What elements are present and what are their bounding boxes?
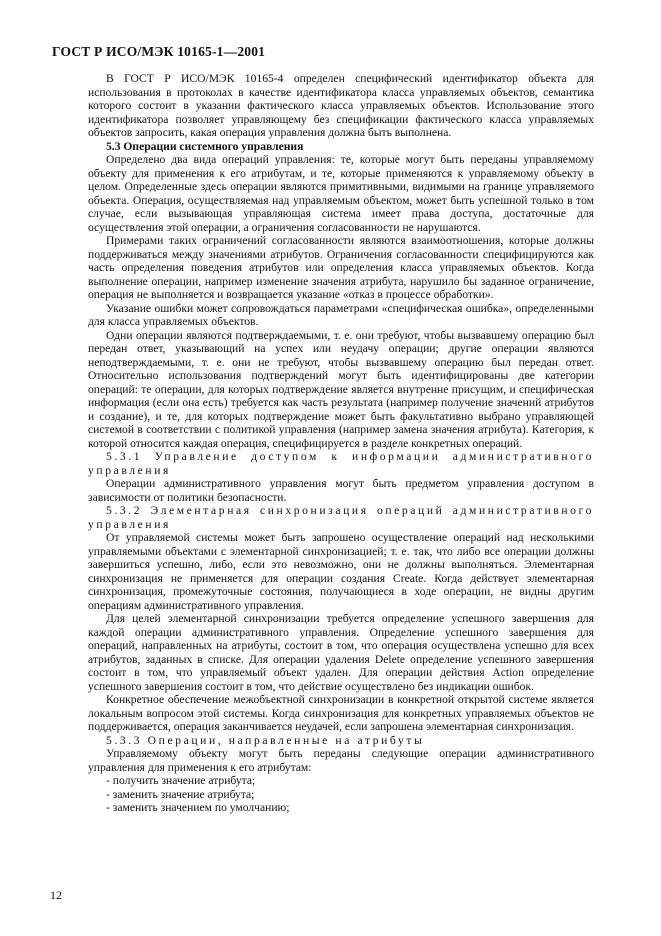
page-number: 12 [50, 888, 62, 902]
subsection-heading-5-3-1: 5.3.1 Управление доступом к информации административного управления [88, 450, 594, 477]
subsection-heading-5-3-3: 5.3.3 Операции, направленные на атрибуты [106, 733, 425, 747]
section-heading-5-3: 5.3 Операции системного управления [106, 139, 304, 153]
standard-header: ГОСТ Р ИСО/МЭК 10165-1—2001 [52, 44, 266, 59]
paragraph: Определено два вида операций управления: те, которые могут быть переданы управляемому объекту для применения к его атрибутам, и те, которые применяются к управляемому объекту в целом. Определенные здесь операции являются примитивными, видимыми на границе управляемого объекта. Операция, осуществляемая над управляемым объектом, может быть успешной только в том случае, если вызывающая управляющая система имеет права доступа, достаточные для осуществления этой операции, а ограничения согласованности не нарушаются. [88, 153, 594, 234]
list-item: - заменить значением по умолчанию; [106, 801, 290, 814]
paragraph: От управляемой системы может быть запрошено осуществление операций над несколькими управляемыми объектами с элементарной синхронизацией; т. е. так, что либо все операции должны завершиться успешно, либо, если это невозможно, они не должны выполняться. Элементарная синхронизация не применяется для операции создания Create. Когда действует элементарная синхронизация, промежуточные состояния, получающиеся в ходе операции, не видны другим операциям административного управления. [88, 531, 594, 612]
paragraph: Примерами таких ограничений согласованности являются взаимоотношения, которые должны поддерживаться между значениями атрибутов. Ограничения согласованности специфицируются как часть определения поведения атрибутов или определения класса управляемых объектов. Когда выполнение операции, например изменение значения атрибута, нарушило бы заданное ограничение, операция не выполняется и возвращается указание «отказ в процессе обработки». [88, 234, 594, 301]
subsection-heading-5-3-2: 5.3.2 Элементарная синхронизация операций административного управления [88, 504, 594, 531]
body-text [88, 72, 594, 815]
paragraph: Для целей элементарной синхронизации требуется определение успешного завершения для каждой операции административного управления. Определение успешного завершения для операций, направленных на атрибуты, состоит в том, что операция осуществлена успешно для всех атрибутов, заданных в списке. Для операции удаления Delete определение успешного завершения состоит в том, что управляемый объект удален. Для операции действия Action определение успешного завершения состоит в том, что действие осуществлено без индикации ошибок. [88, 612, 594, 693]
list-item: - получить значение атрибута; [106, 774, 256, 787]
paragraph-intro: В ГОСТ Р ИСО/МЭК 10165-4 определен специфический идентификатор объекта для использования в протоколах в качестве идентификатора класса управляемых объектов, семантика которого состоит в указании фактического класса управляемых объектов. Использование этого идентификатора позволяет управляющему без спецификации фактического класса управляемых объектов запросить, какая операция управления должна быть выполнена. [88, 72, 594, 139]
paragraph: Одни операции являются подтверждаемыми, т. е. они требуют, чтобы вызвавшему операцию был передан ответ, указывающий на успех или неудачу операции; другие операции являются неподтверждаемыми, т. е. они не требуют, чтобы вызвавшему операцию был передан ответ. Относительно использования подтверждений могут быть идентифицированы две категории операций: те операции, для которых подтверждение является внутренне присущим, и специфическая информация (если она есть) требуется как часть результата (например получение значений атрибутов и создание), и те, для которых подтверждение может быть факультативно выбрано управляющей системой в соответствии с политикой управления (например замена значения атрибута). Категория, к которой относится каждая операция, специфицируется в разделе конкретных операций. [88, 328, 594, 450]
list-item: - заменить значение атрибута; [106, 787, 255, 801]
paragraph: Операции административного управления могут быть предметом управления доступом в зависимости от политики безопасности. [88, 477, 594, 504]
paragraph: Конкретное обеспечение межобъектной синхронизации в конкретной открытой системе является локальным вопросом этой системы. Когда синхронизация для конкретных управляемых объектов не поддерживается, операция заканчивается неудачей, если запрошена элементарная синхронизация. [88, 693, 594, 733]
paragraph: Управляемому объекту могут быть переданы следующие операции административного управления для применения к его атрибутам: [88, 747, 594, 774]
paragraph: Указание ошибки может сопровождаться параметрами «специфическая ошибка», определенными для класса управляемых объектов. [88, 301, 594, 328]
